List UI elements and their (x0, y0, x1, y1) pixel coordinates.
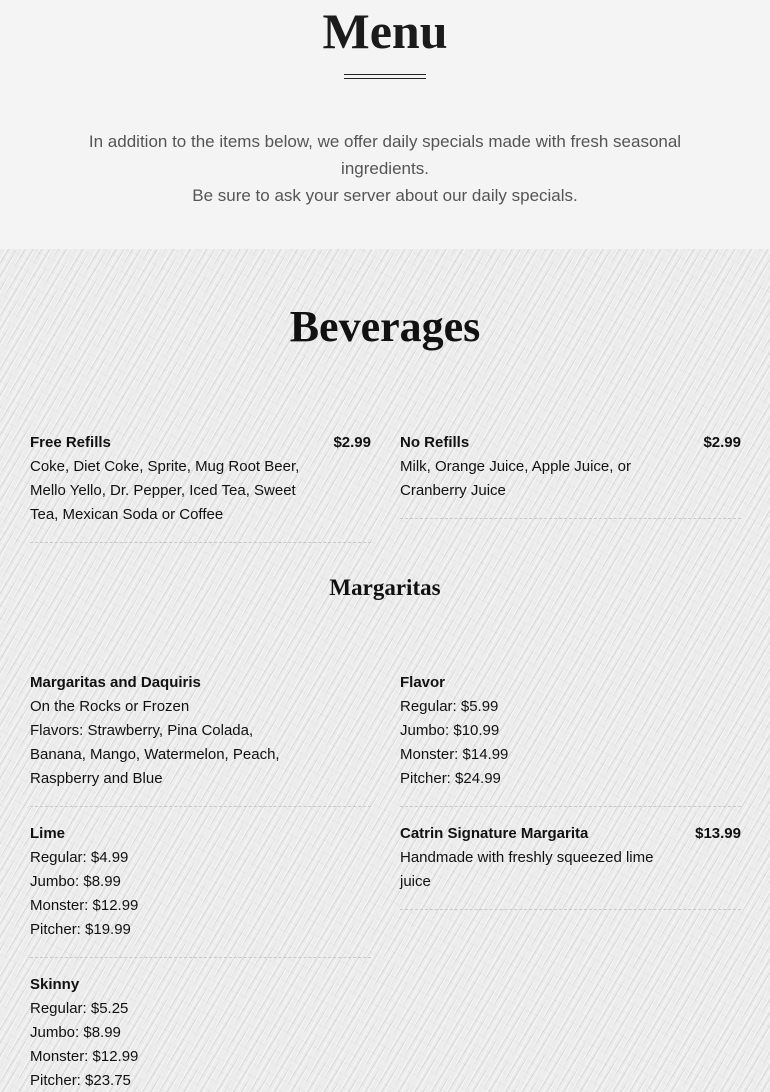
section-title-beverages: Beverages (289, 302, 481, 351)
menu-item-price: $2.99 (703, 434, 741, 451)
section-title-margaritas: Margaritas (329, 575, 441, 600)
menu-item-description: Handmade with freshly squeezed lime juice (400, 849, 654, 890)
item-divider (400, 518, 741, 519)
menu-item-name: Flavor (400, 674, 446, 691)
menu-item-name: Skinny (30, 976, 80, 993)
menu-item-name: Margaritas and Daquiris (30, 674, 201, 691)
menu-item-description: Regular: $4.99 Jumbo: $8.99 Monster: $12.99 Pitcher: $19.99 (30, 849, 139, 938)
menu-item-name: No Refills (400, 434, 470, 451)
menu-item-name: Catrin Signature Margarita (400, 825, 589, 842)
menu-item-price: $13.99 (695, 825, 741, 842)
item-divider (400, 806, 741, 807)
item-divider (30, 542, 371, 543)
menu-item-name: Lime (30, 825, 66, 842)
item-divider (30, 806, 371, 807)
menu-item-lime (30, 822, 371, 942)
menu-item-free-refills (30, 431, 371, 527)
page-title: Menu (322, 3, 448, 59)
menu-item-description: Milk, Orange Juice, Apple Juice, or Cranberry Juice (400, 458, 631, 499)
title-double-rule (344, 74, 426, 79)
intro-line-specials: In addition to the items below, we offer daily specials made with fresh seasonal ingredients. (88, 132, 682, 178)
menu-item-no-refills (400, 431, 741, 503)
menu-item-description: Regular: $5.99 Jumbo: $10.99 Monster: $14.99 Pitcher: $24.99 (400, 698, 509, 787)
menu-item-description: On the Rocks or Frozen Flavors: Strawberry, Pina Colada, Banana, Mango, Watermelon, Peach, Raspberry and Blue (30, 698, 280, 787)
item-divider (30, 957, 371, 958)
intro-line-ask-server: Be sure to ask your server about our daily specials. (192, 186, 578, 205)
menu-content-section (0, 249, 770, 1092)
menu-item-flavor (400, 671, 741, 791)
intro-text (80, 128, 690, 209)
menu-item-description: Regular: $5.25 Jumbo: $8.99 Monster: $12.99 Pitcher: $23.75 (30, 1000, 139, 1089)
menu-item-margaritas-and-daquiris (30, 671, 371, 791)
menu-header-section (0, 0, 770, 249)
menu-item-description: Coke, Diet Coke, Sprite, Mug Root Beer, Mello Yello, Dr. Pepper, Iced Tea, Sweet Tea, Mexican Soda or Coffee (30, 458, 300, 523)
menu-item-price: $2.99 (333, 434, 371, 451)
menu-item-skinny (30, 973, 371, 1092)
item-divider (400, 909, 741, 910)
menu-item-catrin-signature-margarita (400, 822, 741, 894)
menu-item-name: Free Refills (30, 434, 111, 451)
